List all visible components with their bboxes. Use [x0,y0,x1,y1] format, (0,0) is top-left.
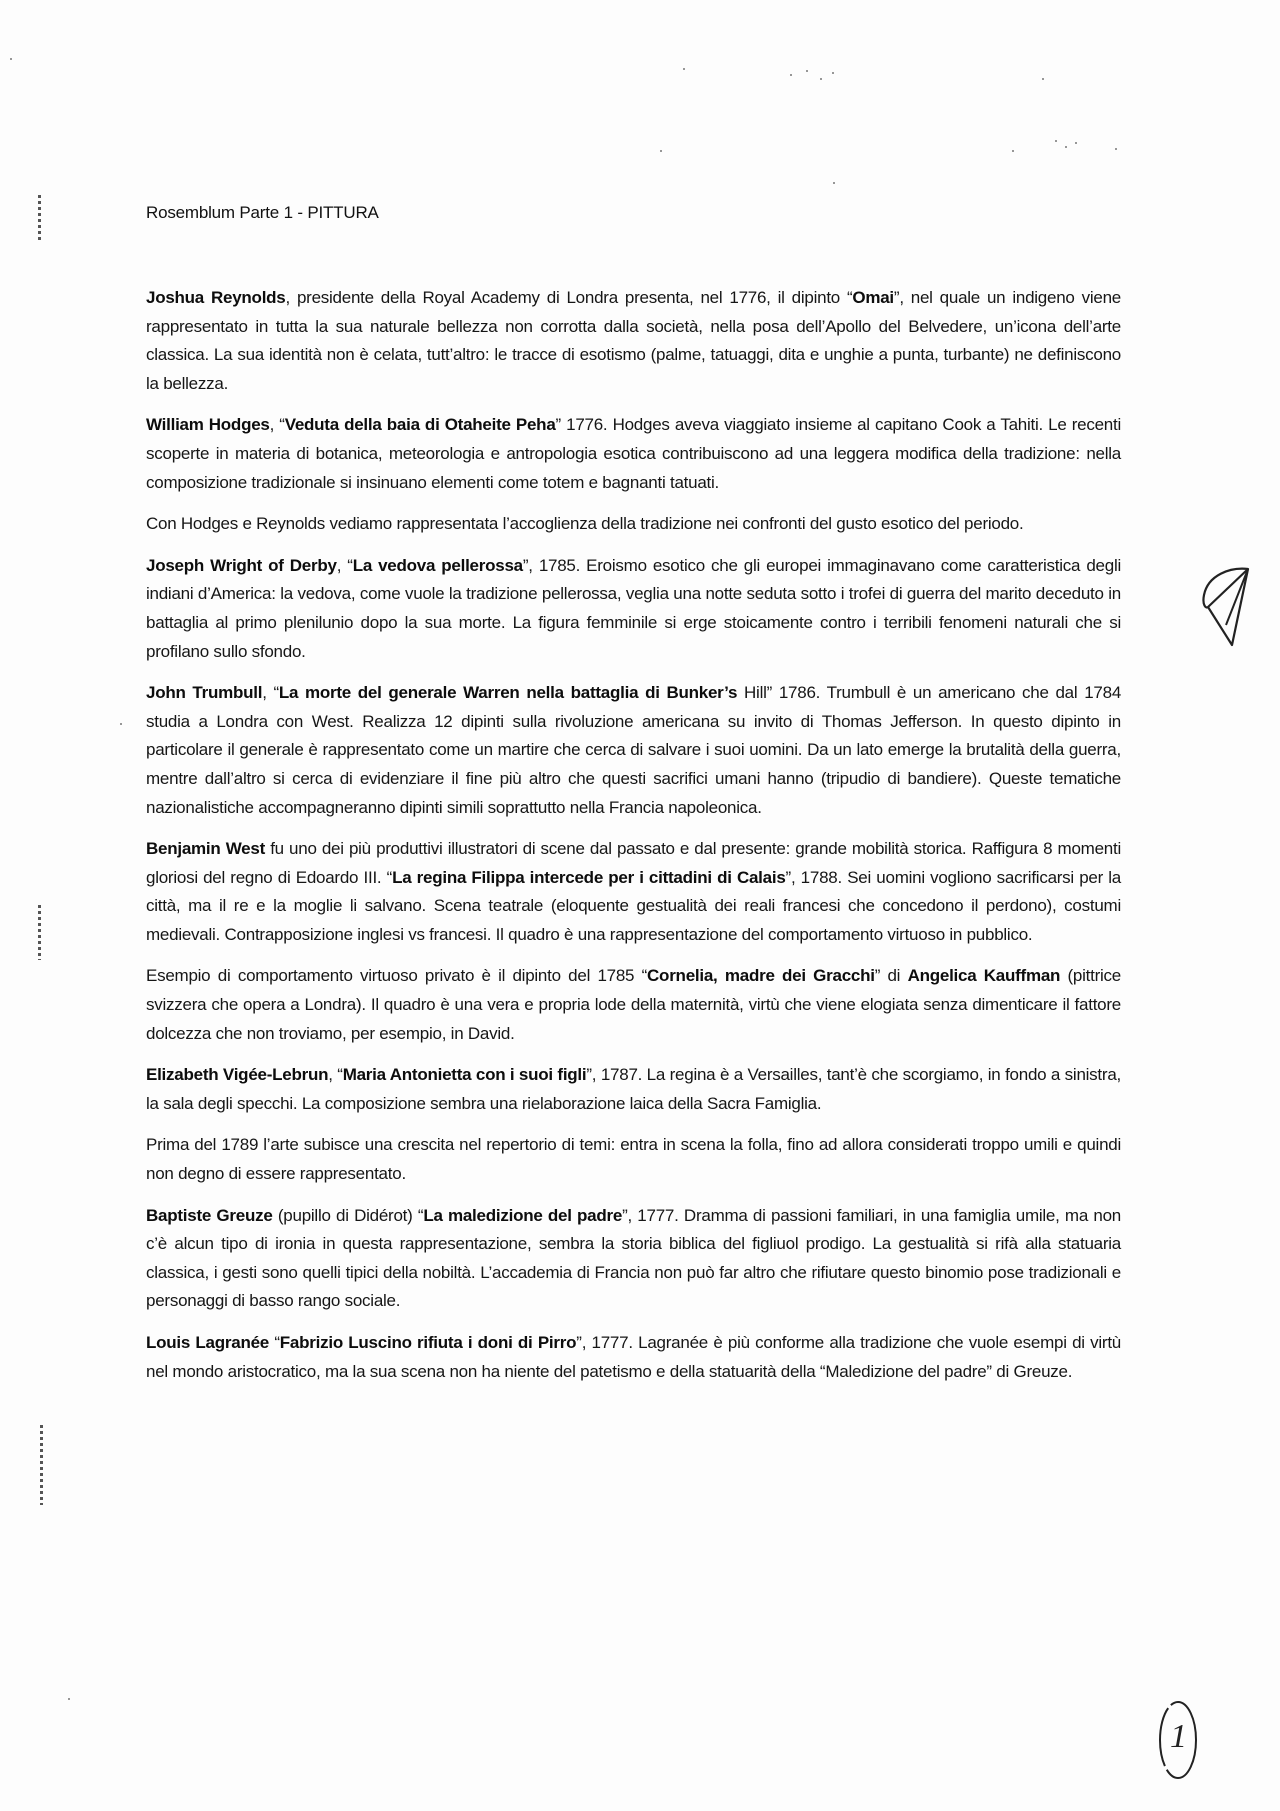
text-run: fu uno dei più produttivi illustratori di scene dal passato e dal presente: grande mobilità storica. Raffigura 8 momenti gloriosi del regno di Edoardo III. “ [146,839,1121,887]
bold-text-run: Maria Antonietta con i suoi figli [342,1065,587,1085]
pencil-triangle-mark-icon [1200,565,1260,655]
text-run: , presidente della Royal Academy di Londra presenta, nel 1776, il dipinto “ [285,288,853,307]
binding-mark-bottom [40,1425,43,1505]
bold-text-run: La maledizione del padre [423,1205,623,1225]
text-run: “ [269,1333,280,1352]
paragraph [146,1061,1121,1118]
paragraph [146,411,1121,497]
paragraph [146,284,1121,398]
text-run: Hill” 1786. Trumbull è un americano che dal 1784 studia a Londra con West. Realizza 12 dipinti sulla rivoluzione americana su invito di Thomas Jefferson. In questo dipinto in particolare il generale è rappresentato come un martire che cerca di salvare i suoi uomini. Da un lato emerge la brutalità della guerra, mentre dall’altro si cerca di evidenziare il fine più altro che questi sacrifici umani hanno (tripudio di bandiere). Queste tematiche nazionalistiche accompagneranno dipinti simili soprattutto nella Francia napoleonica. [146,683,1122,817]
text-run: ”, 1777. Lagranée è più conforme alla tradizione che vuole esempi di virtù nel mondo aristocratico, ma la sua scena non ha niente del patetismo e della statuarità della “Maledizione del padre” di Greuze. [146,1333,1122,1381]
bold-text-run: Omai [852,288,894,307]
circled-page-number-icon [1150,1695,1210,1785]
page-number: 1 [1170,1718,1187,1755]
bold-text-run: William Hodges [146,415,270,435]
text-run: ”, nel quale un indigeno viene rappresentato in tutta la sua naturale bellezza non corrotta dalla società, nella posa dell’Apollo del Belvedere, un’icona dell’arte classica. La sua identità non è celata, tutt’altro: le tracce di esotismo (palme, tatuaggi, dita e unghie a punta, turbante) ne definiscono la bellezza. [146,288,1121,393]
bold-text-run: Fabrizio Luscino rifiuta i doni di Pirro [279,1333,577,1352]
text-run: ”, 1788. Sei uomini vogliono sacrificarsi per la città, ma il re e la moglie li salvano. Scena teatrale (eloquente gestualità dei reali francesi che concedono il perdono), costumi medievali. Contrapposizione inglesi vs francesi. Il quadro è una rappresentazione del comportamento virtuoso in pubblico. [146,867,1122,944]
paragraph [146,552,1121,666]
paragraph [146,962,1121,1048]
binding-mark-middle [38,905,41,960]
text-run: ” 1776. Hodges aveva viaggiato insieme al capitano Cook a Tahiti. Le recenti scoperte in materia di botanica, meteorologia e antropologia esotica contribuiscono ad una leggera modifica della tradizione: nella composizione tradizionale si insinuano elementi come totem e bagnanti tatuati. [146,415,1122,492]
text-run: Esempio di comportamento virtuoso privato è il dipinto del 1785 “ [146,966,648,986]
text-run: , “ [269,415,285,435]
text-run: ” di [874,966,908,986]
bold-text-run: John Trumbull [146,683,263,703]
text-run: Prima del 1789 l’arte subisce una crescita nel repertorio di temi: entra in scena la folla, fino ad allora considerati troppo umili e quindi non degno di essere rappresentato. [146,1135,1121,1184]
paragraph [146,510,1121,539]
bold-text-run: Joshua Reynolds [146,288,286,307]
bold-text-run: Cornelia, madre dei Gracchi [647,966,875,986]
bold-text-run: Veduta della baia di Otaheite Peha [284,415,556,435]
text-run: , “ [262,683,279,703]
document-body [146,284,1121,1399]
text-run: ”, 1777. Dramma di passioni familiari, in una famiglia umile, ma non c’è alcun tipo di ironia in questa rappresentazione, sembra la storia biblica del figliuol prodigo. La gestualità si rifà alla statuaria classica, i gesti sono quelli tipici della nobiltà. L’accademia di Francia non può far altro che rifiutare questo binomio pose tradizionali e personaggi di basso rango sociale. [146,1205,1121,1311]
text-run: (pittrice svizzera che opera a Londra). Il quadro è una vera e propria lode della maternità, virtù che viene elogiata senza dimenticare il fattore dolcezza che non troviamo, per esempio, in David. [146,966,1121,1043]
binding-mark-top [38,195,41,240]
paragraph [146,1202,1121,1316]
text-run: Con Hodges e Reynolds vediamo rappresentata l’accoglienza della tradizione nei confronti del gusto esotico del periodo. [146,514,1024,534]
text-run: (pupillo di Didérot) “ [272,1205,424,1225]
bold-text-run: Baptiste Greuze [146,1205,273,1225]
document-title: Rosemblum Parte 1 - PITTURA [146,203,379,222]
text-run: ”, 1785. Eroismo esotico che gli europei immaginavano come caratteristica degli indiani d’America: la vedova, come vuole la tradizione pellerossa, veglia una notte seduta sotto i trofei di guerra del marito deceduto in battaglia al primo plenilunio dopo la sua morte. La figura femminile si erge stoicamente contro i terribili fenomeni naturali che si profilano sullo sfondo. [146,555,1121,661]
bold-text-run: Angelica Kauffman [907,966,1061,986]
text-run: , “ [328,1065,343,1085]
paragraph [146,1131,1121,1188]
bold-text-run: La regina Filippa intercede per i cittadini di Calais [392,867,786,887]
bold-text-run: Benjamin West [146,839,266,859]
bold-text-run: Elizabeth Vigée-Lebrun [146,1065,329,1085]
bold-text-run: Joseph Wright of Derby [146,555,337,575]
bold-text-run: Louis Lagranée [146,1333,270,1352]
paragraph [146,835,1121,949]
bold-text-run: La vedova pellerossa [352,555,523,575]
text-run: , “ [336,555,353,575]
text-run: ”, 1787. La regina è a Versailles, tant’è che scorgiamo, in fondo a sinistra, la sala degli specchi. La composizione sembra una rielaborazione laica della Sacra Famiglia. [146,1065,1121,1113]
paragraph [146,679,1121,822]
paragraph [146,1329,1121,1386]
bold-text-run: La morte del generale Warren nella battaglia di Bunker’s [278,683,738,703]
